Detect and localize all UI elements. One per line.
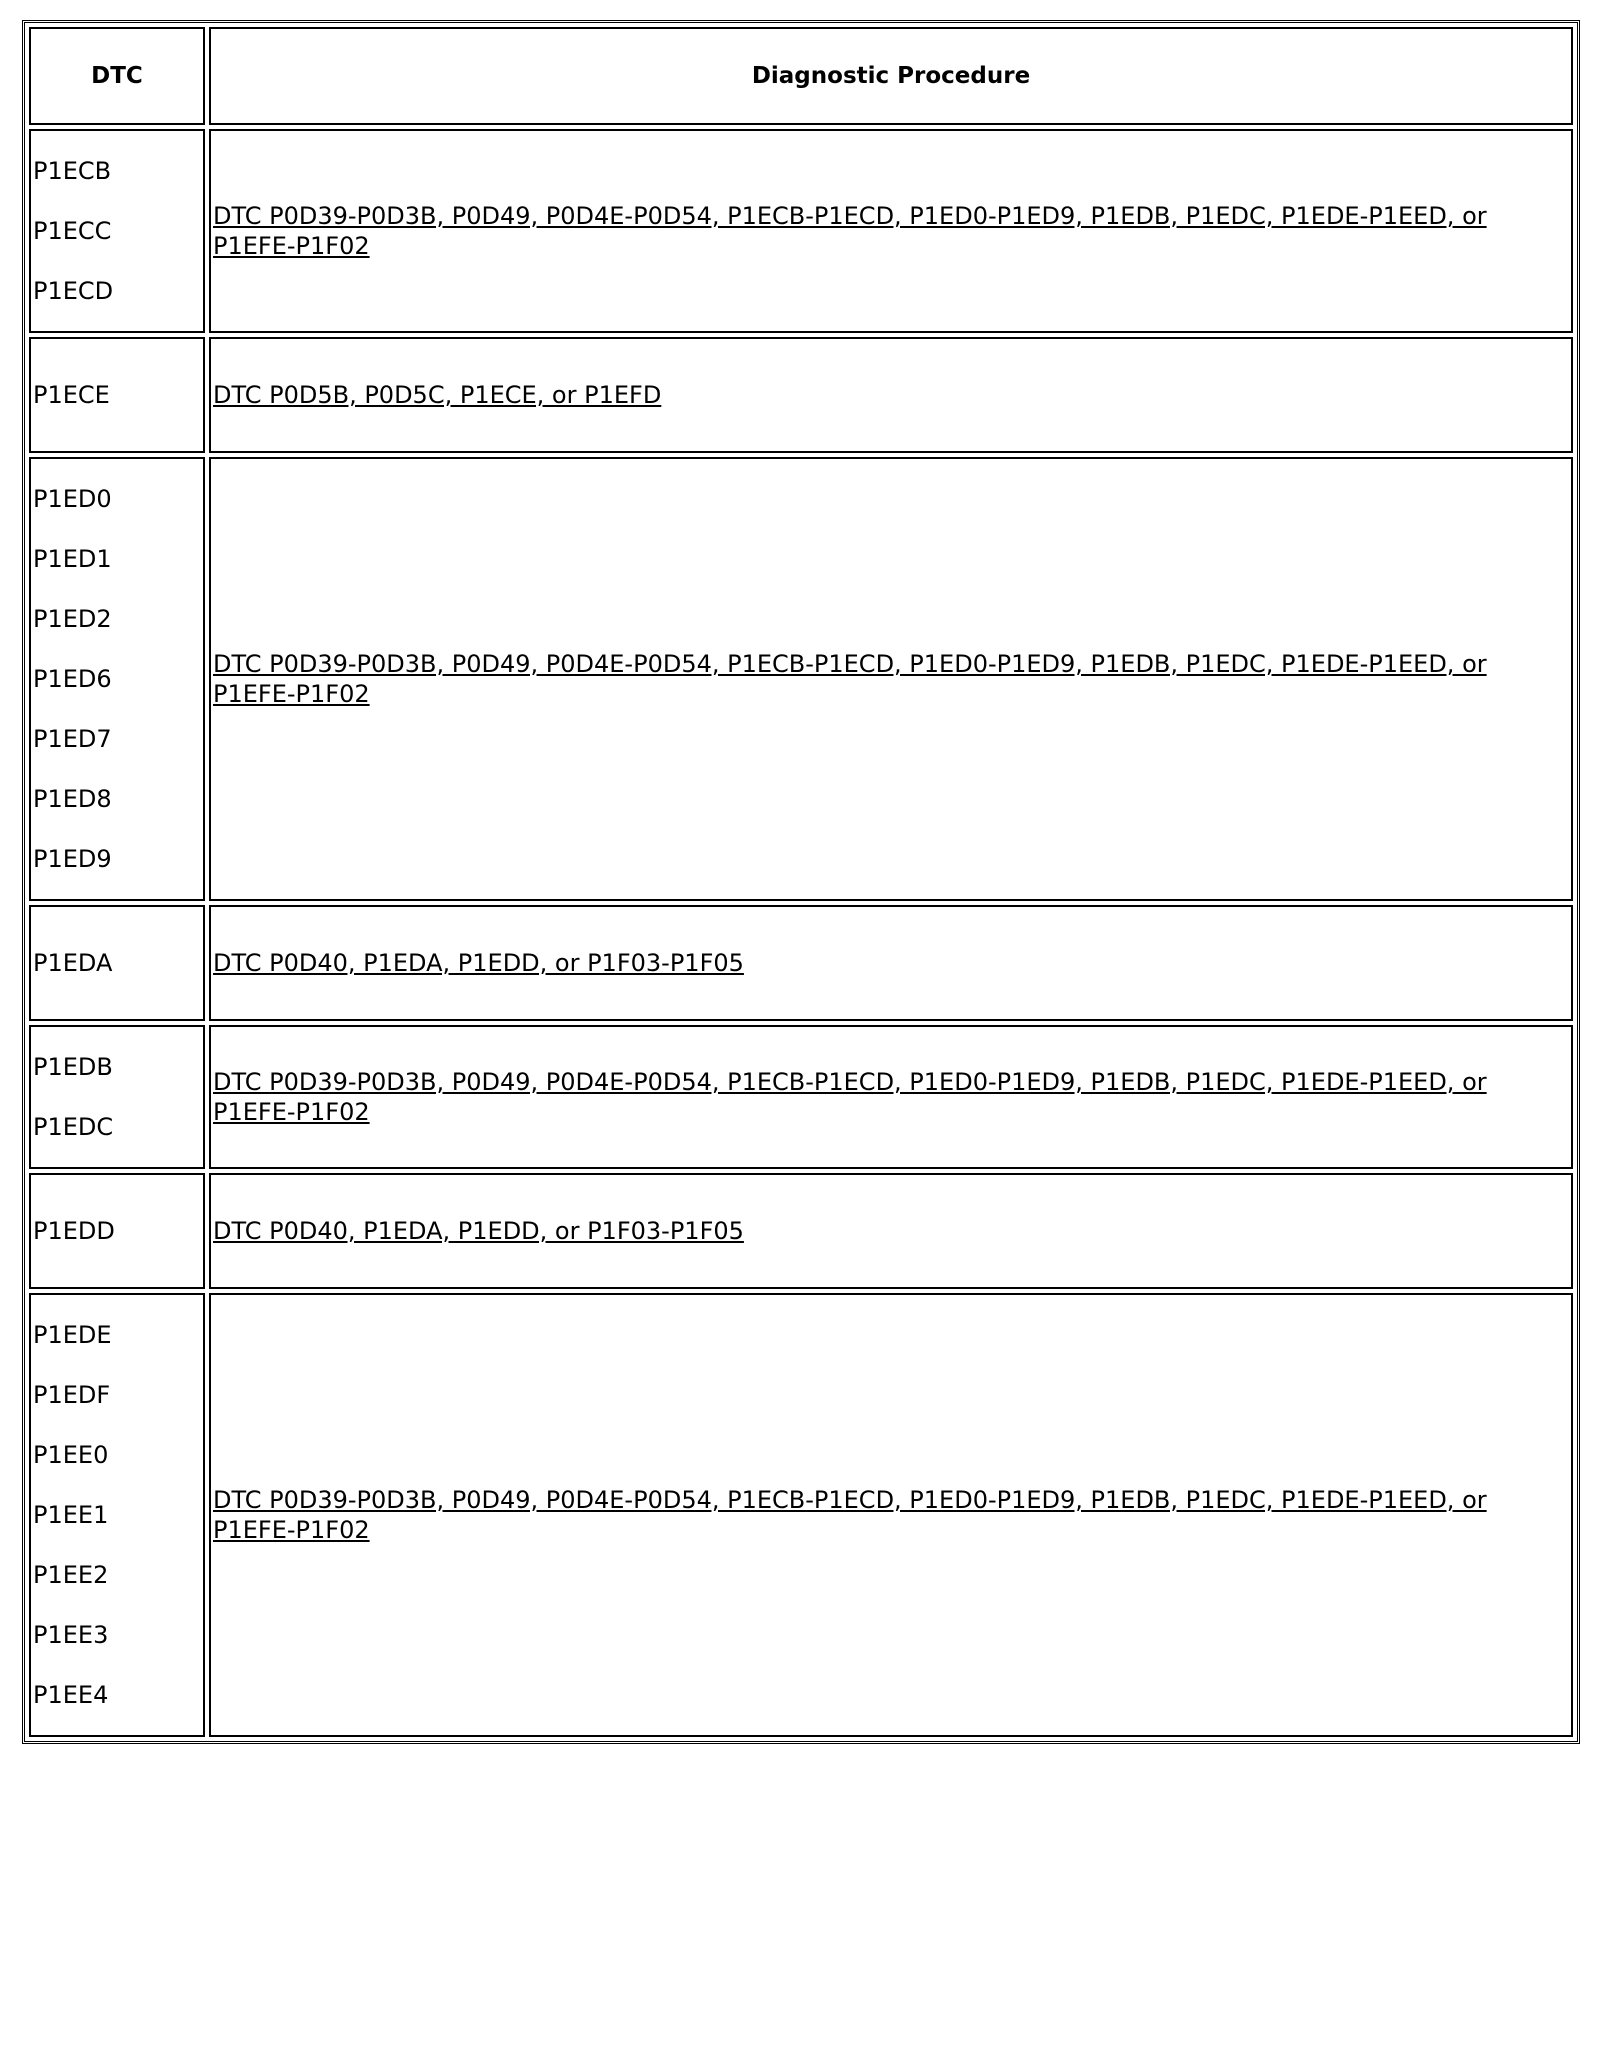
- table-header-row: [29, 27, 1573, 125]
- dtc-codes-cell: [29, 1025, 205, 1169]
- dtc-codes-cell: [29, 905, 205, 1021]
- table-row: [29, 337, 1573, 453]
- procedure-column-header: Diagnostic Procedure: [209, 27, 1573, 125]
- procedure-link[interactable]: DTC P0D5B, P0D5C, P1ECE, or P1EFD: [213, 381, 662, 409]
- dtc-code: P1EE1: [33, 1501, 109, 1529]
- dtc-code: P1ECE: [33, 381, 110, 409]
- dtc-table: [22, 20, 1580, 1744]
- dtc-codes-cell: [29, 1293, 205, 1737]
- dtc-code: P1ECD: [33, 277, 114, 305]
- dtc-code: P1EE2: [33, 1561, 109, 1589]
- dtc-code: P1ECB: [33, 157, 112, 185]
- procedure-link[interactable]: DTC P0D39-P0D3B, P0D49, P0D4E-P0D54, P1ECB-P1ECD, P1ED0-P1ED9, P1EDB, P1EDC, P1EDE-P1EED, or P1EFE-P1F02: [213, 1486, 1487, 1544]
- procedure-link[interactable]: DTC P0D39-P0D3B, P0D49, P0D4E-P0D54, P1ECB-P1ECD, P1ED0-P1ED9, P1EDB, P1EDC, P1EDE-P1EED, or P1EFE-P1F02: [213, 202, 1487, 260]
- dtc-code: P1EE3: [33, 1621, 109, 1649]
- dtc-column-header: DTC: [29, 27, 205, 125]
- dtc-codes-cell: [29, 337, 205, 453]
- procedure-cell: [209, 1173, 1573, 1289]
- dtc-code: P1EE4: [33, 1681, 109, 1709]
- procedure-cell: [209, 129, 1573, 333]
- dtc-codes-cell: [29, 1173, 205, 1289]
- dtc-code: P1ED8: [33, 785, 112, 813]
- dtc-code: P1ED6: [33, 665, 112, 693]
- procedure-link[interactable]: DTC P0D39-P0D3B, P0D49, P0D4E-P0D54, P1ECB-P1ECD, P1ED0-P1ED9, P1EDB, P1EDC, P1EDE-P1EED, or P1EFE-P1F02: [213, 650, 1487, 708]
- dtc-code: P1ECC: [33, 217, 112, 245]
- dtc-code: P1EDB: [33, 1053, 113, 1081]
- dtc-code: P1ED2: [33, 605, 112, 633]
- procedure-link[interactable]: DTC P0D39-P0D3B, P0D49, P0D4E-P0D54, P1ECB-P1ECD, P1ED0-P1ED9, P1EDB, P1EDC, P1EDE-P1EED, or P1EFE-P1F02: [213, 1068, 1487, 1126]
- table-row: [29, 129, 1573, 333]
- procedure-link[interactable]: DTC P0D40, P1EDA, P1EDD, or P1F03-P1F05: [213, 949, 744, 977]
- dtc-code: P1EE0: [33, 1441, 109, 1469]
- table-row: [29, 457, 1573, 901]
- dtc-code: P1EDA: [33, 949, 113, 977]
- dtc-code: P1ED9: [33, 845, 112, 873]
- procedure-cell: [209, 337, 1573, 453]
- dtc-code: P1EDF: [33, 1381, 111, 1409]
- table-body: [29, 129, 1573, 1737]
- procedure-link[interactable]: DTC P0D40, P1EDA, P1EDD, or P1F03-P1F05: [213, 1217, 744, 1245]
- table-row: [29, 905, 1573, 1021]
- dtc-codes-cell: [29, 129, 205, 333]
- table-row: [29, 1025, 1573, 1169]
- procedure-cell: [209, 1293, 1573, 1737]
- dtc-code: P1EDD: [33, 1217, 115, 1245]
- dtc-code: P1ED7: [33, 725, 112, 753]
- dtc-code: P1EDE: [33, 1321, 112, 1349]
- table-row: [29, 1173, 1573, 1289]
- dtc-code: P1ED0: [33, 485, 112, 513]
- dtc-codes-cell: [29, 457, 205, 901]
- table-row: [29, 1293, 1573, 1737]
- procedure-cell: [209, 457, 1573, 901]
- dtc-code: P1ED1: [33, 545, 112, 573]
- procedure-cell: [209, 1025, 1573, 1169]
- dtc-code: P1EDC: [33, 1113, 114, 1141]
- procedure-cell: [209, 905, 1573, 1021]
